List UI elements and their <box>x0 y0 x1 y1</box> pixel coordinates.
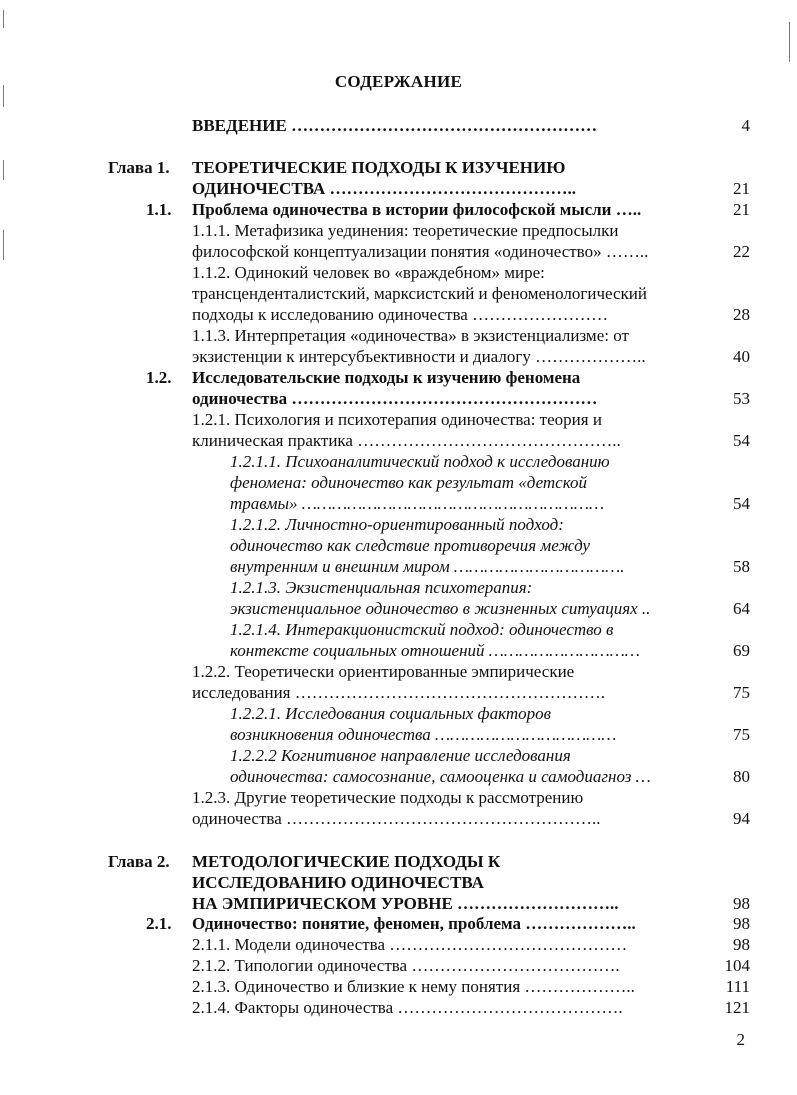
toc-entry <box>0 116 797 137</box>
toc-entry-text: ВВЕДЕНИЕ ……………………………………………… <box>192 116 598 135</box>
toc-entry-page: 98 <box>733 894 750 913</box>
toc-entry-text: 2.1.1. Модели одиночества …………………………………… <box>192 935 628 954</box>
toc-entry-page: 121 <box>724 998 750 1017</box>
toc-entry-page: 64 <box>733 599 750 618</box>
toc-entry-text: 2.1.2. Типологии одиночества ………………………………. <box>192 956 620 975</box>
toc-entry-text: 1.1.2. Одинокий человек во «враждебном» мире: <box>192 263 545 282</box>
toc-entry-text: травмы» …………………………………………………… <box>230 494 605 513</box>
toc-entry <box>0 788 797 830</box>
toc-entry <box>0 956 797 977</box>
toc-entry <box>0 935 797 956</box>
toc-entry-page: 4 <box>741 116 750 135</box>
toc-entry <box>0 221 797 263</box>
toc-entry-page: 94 <box>733 809 750 828</box>
toc-entry-text: экзистенциальное одиночество в жизненных ситуациях .. <box>230 599 651 618</box>
toc-entry <box>0 914 797 935</box>
scan-mark <box>3 10 4 28</box>
toc-entry-page: 75 <box>733 725 750 744</box>
toc-entry-text: 1.1.3. Интерпретация «одиночества» в экзистенциализме: от <box>192 326 629 345</box>
toc-entry <box>0 326 797 368</box>
toc-entry-page: 98 <box>733 935 750 954</box>
toc-entry-text: ОДИНОЧЕСТВА …………………………………….. <box>192 179 577 198</box>
toc-entry-text: 1.2.2.2 Когнитивное направление исследования <box>230 746 571 765</box>
toc-entry-number: Глава 2. <box>108 852 170 871</box>
toc-entry-page: 54 <box>733 431 750 450</box>
toc-entry-page: 111 <box>725 977 750 996</box>
toc-entry <box>0 998 797 1019</box>
toc-entry-text: 1.2.1.4. Интеракционистский подход: одиночество в <box>230 620 614 639</box>
toc-entry-text: 1.2.1.2. Личностно-ориентированный подход: <box>230 515 564 534</box>
toc-entry-text: 2.1.4. Факторы одиночества …………………………………. <box>192 998 623 1017</box>
toc-entry <box>0 263 797 326</box>
toc-entry-page: 104 <box>724 956 750 975</box>
scan-mark <box>789 22 790 62</box>
toc-entry-text: 1.2.2. Теоретически ориентированные эмпирические <box>192 662 575 681</box>
toc-entry-text: НА ЭМПИРИЧЕСКОМ УРОВНЕ ……………………….. <box>192 894 619 913</box>
toc-entry <box>0 620 797 662</box>
toc-entry-number: 2.1. <box>146 914 172 933</box>
toc-entry-page: 40 <box>733 347 750 366</box>
toc-entry-text: 2.1.3. Одиночество и близкие к нему понятия ……………….. <box>192 977 635 996</box>
toc-entry-page: 69 <box>733 641 750 660</box>
toc-entry-text: экзистенции к интерсубъективности и диалогу ……………….. <box>192 347 646 366</box>
toc-entry-text: феномена: одиночество как результат «детской <box>230 473 588 492</box>
toc-entry-text: МЕТОДОЛОГИЧЕСКИЕ ПОДХОДЫ К <box>192 852 501 871</box>
toc-entry <box>0 452 797 515</box>
toc-entry <box>0 410 797 452</box>
toc-entry-text: Одиночество: понятие, феномен, проблема ……………….. <box>192 914 636 933</box>
toc-entry <box>0 158 797 200</box>
toc-entry-text: внутренним и внешним миром ……………………………. <box>230 557 625 576</box>
toc-entry-page: 75 <box>733 683 750 702</box>
toc-entry-text: ИССЛЕДОВАНИЮ ОДИНОЧЕСТВА <box>192 873 484 892</box>
toc-entry-text: 1.2.3. Другие теоретические подходы к рассмотрению <box>192 788 584 807</box>
toc-entry-page: 21 <box>733 200 750 219</box>
toc-entry-text: исследования ………………………………………………. <box>192 683 606 702</box>
toc-entry <box>0 746 797 788</box>
toc-entry-text: одиночества ……………………………………………… <box>192 389 598 408</box>
toc-entry-page: 98 <box>733 914 750 933</box>
toc-entry-text: 1.2.2.1. Исследования социальных факторов <box>230 704 551 723</box>
toc-entry <box>0 852 797 915</box>
toc-entry-text: контексте социальных отношений ………………………… <box>230 641 640 660</box>
toc-entry-text: клиническая практика ……………………………………….. <box>192 431 621 450</box>
toc-entry-number: Глава 1. <box>108 158 170 177</box>
toc-entry-number: 1.1. <box>146 200 172 219</box>
toc-entry <box>0 368 797 410</box>
toc-entry-text: 1.1.1. Метафизика уединения: теоретические предпосылки <box>192 221 619 240</box>
toc-entry-text: 1.2.1. Психология и психотерапия одиночества: теория и <box>192 410 602 429</box>
toc-entry-page: 80 <box>733 767 750 786</box>
toc-entry-text: Исследовательские подходы к изучению феномена <box>192 368 581 387</box>
toc-entry-page: 58 <box>733 557 750 576</box>
toc-entry <box>0 977 797 998</box>
toc-entry-text: одиночества: самосознание, самооценка и самодиагноз … <box>230 767 651 786</box>
toc-entry <box>0 704 797 746</box>
toc-entry-text: подходы к исследованию одиночества …………………… <box>192 305 609 324</box>
toc-entry <box>0 578 797 620</box>
toc-entry-page: 53 <box>733 389 750 408</box>
toc-entry <box>0 200 797 221</box>
toc-entry-text: трансценденталистский, марксистский и феноменологический <box>192 284 647 303</box>
page-title: СОДЕРЖАНИЕ <box>334 72 463 91</box>
toc-entry <box>0 662 797 704</box>
toc-entry-text: одиночество как следствие противоречия между <box>230 536 591 555</box>
toc-entry-number: 1.2. <box>146 368 172 387</box>
toc-entry-text: ТЕОРЕТИЧЕСКИЕ ПОДХОДЫ К ИЗУЧЕНИЮ <box>192 158 566 177</box>
toc-entry-page: 54 <box>733 494 750 513</box>
toc-entry-page: 21 <box>733 179 750 198</box>
toc-entry-page: 22 <box>733 242 750 261</box>
toc-entry <box>0 515 797 578</box>
toc-entry-text: Проблема одиночества в истории философской мысли ….. <box>192 200 642 219</box>
toc-entry-text: 1.2.1.1. Психоаналитический подход к исследованию <box>230 452 610 471</box>
toc-entry-text: одиночества ……………………………………………….. <box>192 809 601 828</box>
page-number: 2 <box>736 1030 745 1049</box>
toc-entry-page: 28 <box>733 305 750 324</box>
toc-entry-text: философской концептуализации понятия «одиночество» …….. <box>192 242 649 261</box>
toc-entry-text: возникновения одиночества ……………………………… <box>230 725 617 744</box>
toc-entry-text: 1.2.1.3. Экзистенциальная психотерапия: <box>230 578 533 597</box>
